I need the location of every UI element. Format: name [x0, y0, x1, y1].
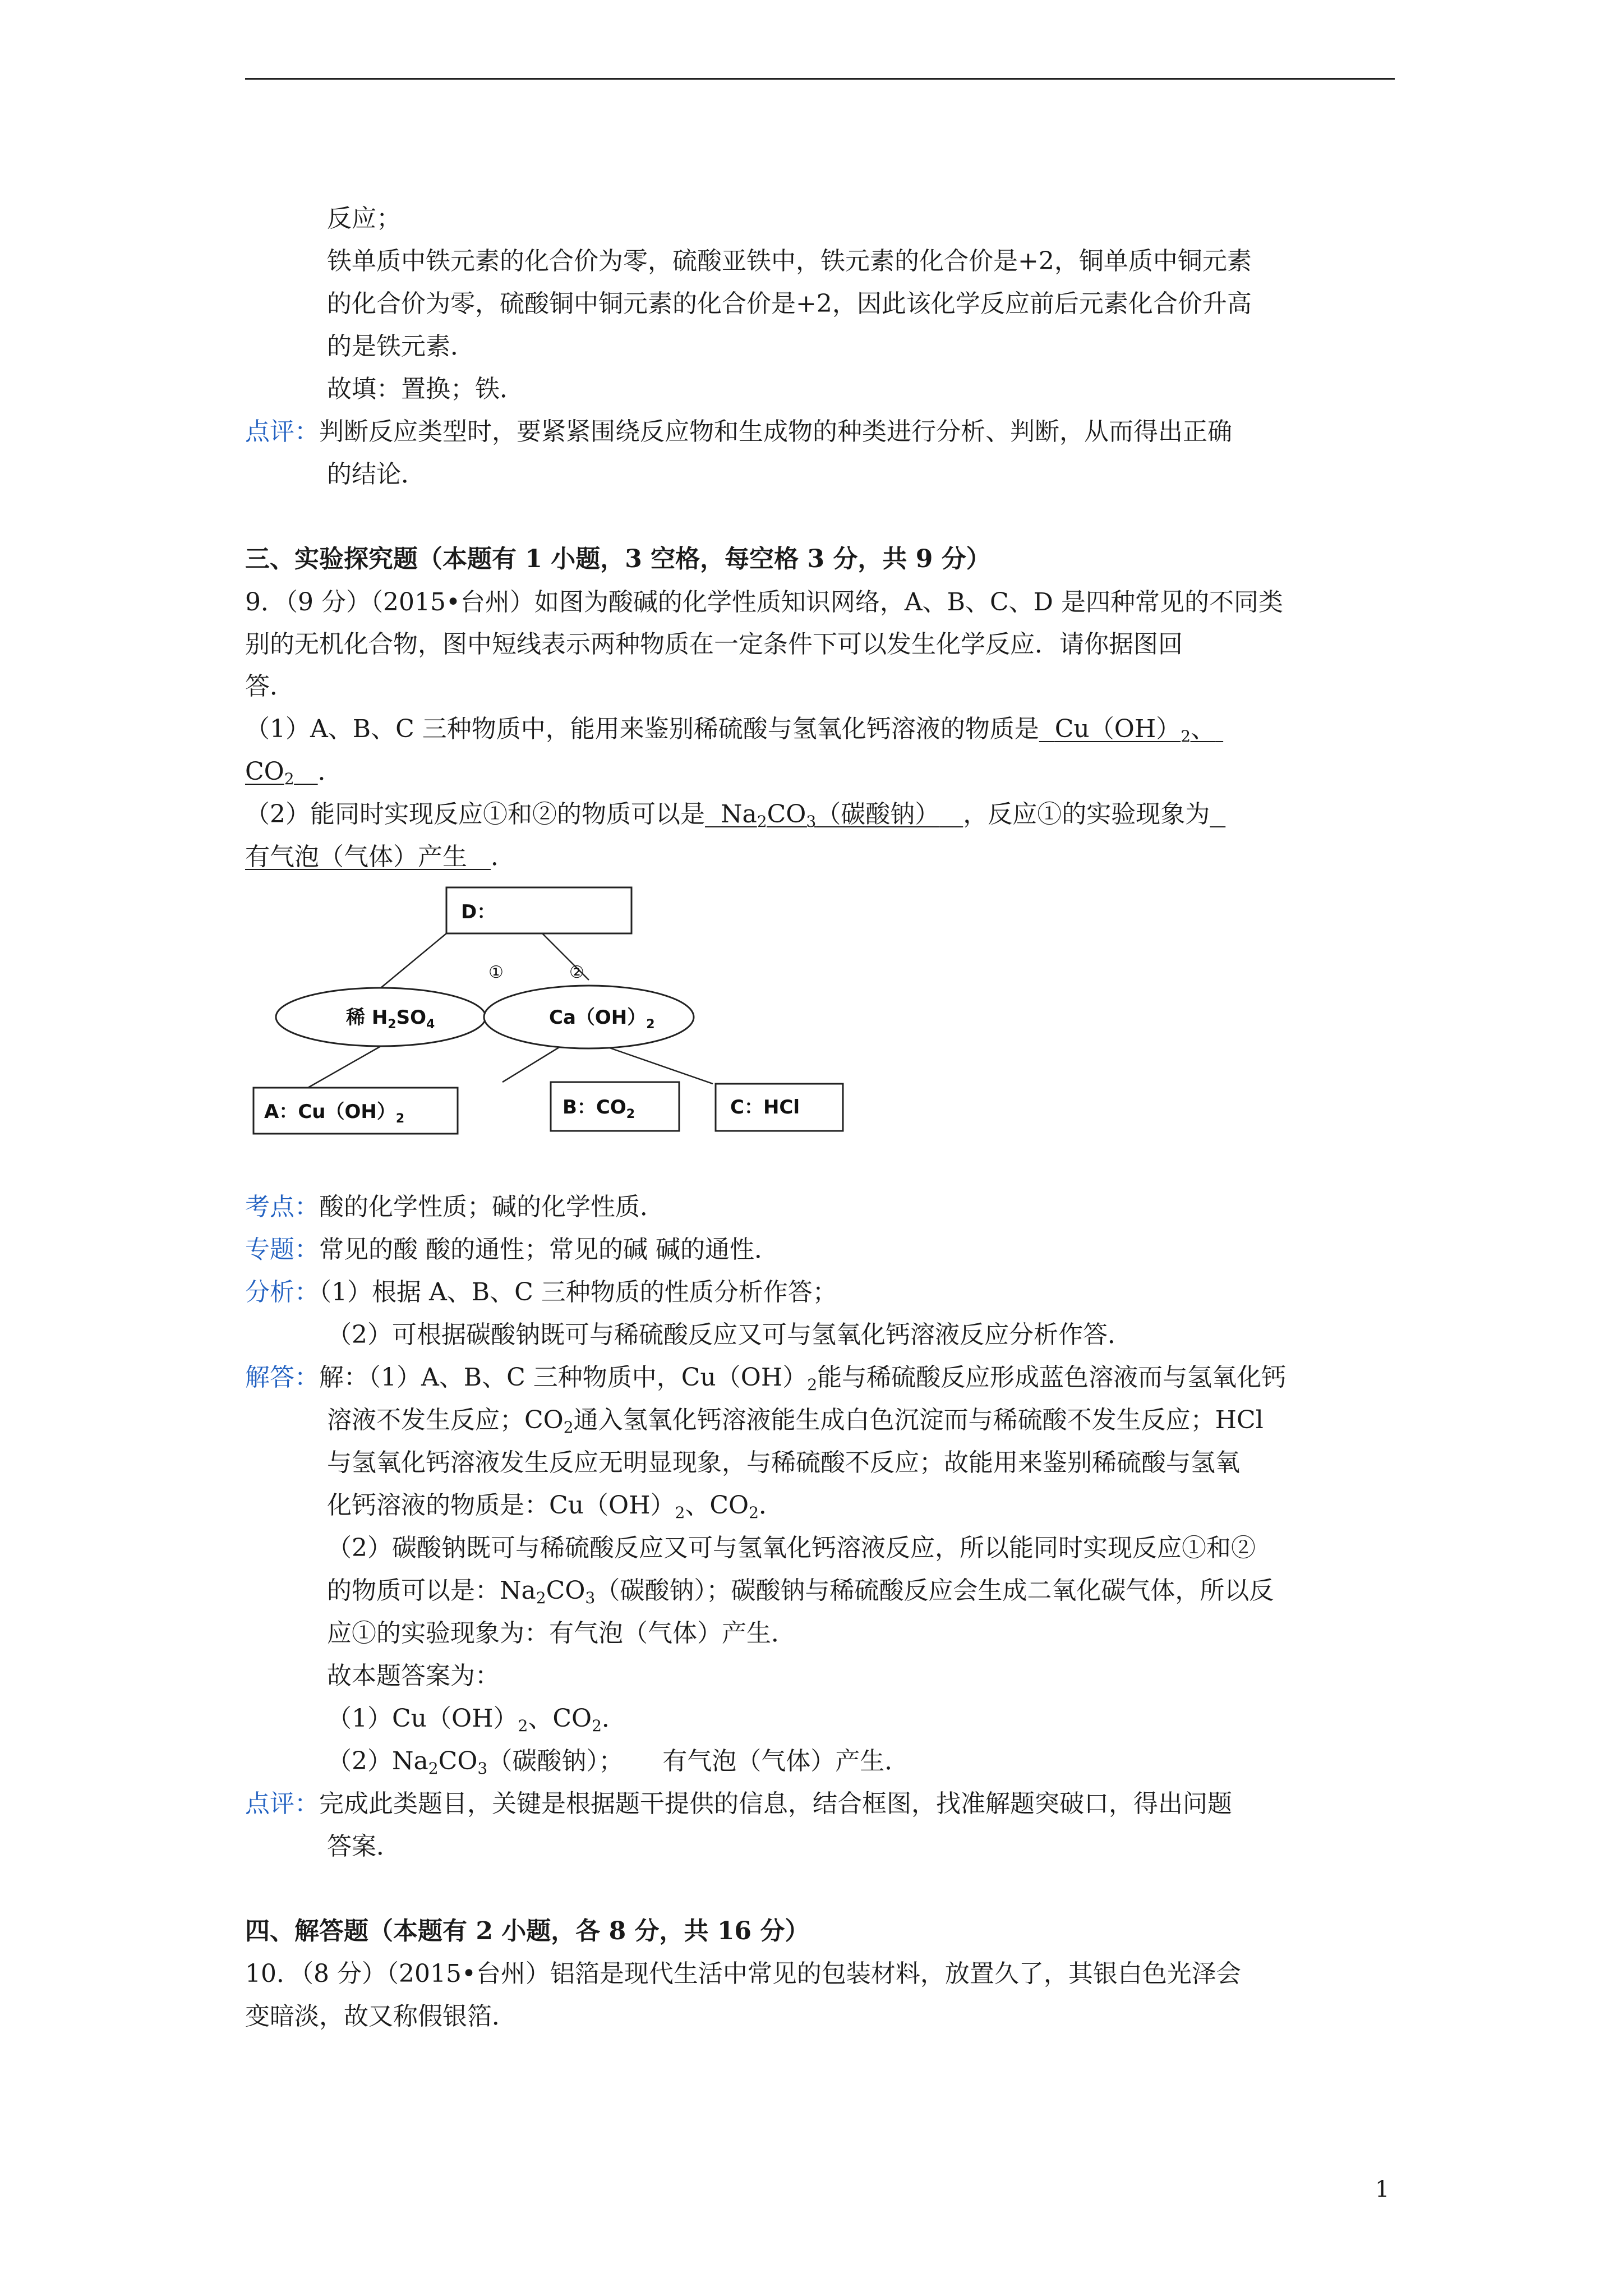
prev-line-3: 的化合价为零，硫酸铜中铜元素的化合价是+2，因此该化学反应前后元素化合价升高 [327, 289, 1252, 318]
link-acid-a [308, 1046, 381, 1088]
prev-line-4: 的是铁元素． [327, 332, 475, 361]
link-d-acid [381, 933, 446, 988]
jieda-line-9: $(1)Cu(OH)_2$、$CO_2$． [327, 1704, 627, 1735]
jieda-line-2: 溶液不发生反应；$CO_2$通入氢氧化钙溶液能生成白色沉淀而与稀硫酸不发生反应；HCl [327, 1406, 1264, 1437]
header-rule [245, 78, 1395, 80]
link-base-b [502, 1047, 559, 1082]
label-d: D： [461, 901, 496, 923]
prev-line-1: 反应； [327, 204, 401, 233]
q9-part-1: （1）A、B、C 三种物质中，能用来鉴别稀硫酸与氢氧化钙溶液的物质是 $Cu(OH)_2$、 [245, 717, 1223, 744]
label-c: C：HCl [730, 1096, 800, 1119]
answer-blank-3: 有气泡（气体）产生 [245, 843, 467, 871]
label-base: $Ca(OH)_2$ [549, 1006, 655, 1032]
label-acid: 稀 $H_2SO_4$ [346, 1006, 435, 1032]
page-number: 1 [1375, 2177, 1390, 2202]
label-a: A：$Cu(OH)_2$ [264, 1101, 405, 1126]
answer-blank-1: $Cu(OH)_2$、 [1054, 715, 1216, 746]
fenxi-line: 分析：（1）根据 A、B、C 三种物质的性质分析作答； [245, 1278, 837, 1306]
jieda-line-6: 的物质可以是：$Na_2CO_3$（碳酸钠）；碳酸钠与稀硫酸反应会生成二氧化碳气体，所以反 [327, 1576, 1274, 1607]
comment-label: 点评： [245, 417, 319, 446]
dianping-line: 点评：完成此类题目，关键是根据题干提供的信息，结合框图，找准解题突破口，得出问题 [245, 1789, 1232, 1818]
kaodian-line: 考点：酸的化学性质；碱的化学性质． [245, 1193, 665, 1221]
label-b: B：$CO_2$ [562, 1096, 635, 1121]
answer-blank-2: $Na_2CO_3$（碳酸钠） [720, 800, 940, 831]
q10-stem-1: 10．（8 分）（2015•台州）铝箔是现代生活中常见的包装材料，放置久了，其银白色光泽会 [245, 1959, 1241, 1988]
section-4-heading: 四、解答题（本题有 2 小题，各 8 分，共 16 分） [245, 1917, 810, 1945]
jieda-line-3: 与氢氧化钙溶液发生反应无明显现象，与稀硫酸不反应；故能用来鉴别稀硫酸与氢氧 [327, 1448, 1240, 1477]
q9-part-2-cont: 有气泡（气体）产生 ． [245, 843, 515, 871]
jieda-line-1: 解答：解：（1）A、B、C 三种物质中，$Cu(OH)_2$能与稀硫酸反应形成蓝色溶液而与氢氧化钙 [245, 1363, 1287, 1394]
q10-stem-2: 变暗淡，故又称假银箔． [245, 2002, 517, 2031]
prev-comment: 点评：判断反应类型时，要紧紧围绕反应物和生成物的种类进行分析、判断，从而得出正确 [245, 417, 1232, 446]
reaction-2-marker: ② [569, 963, 584, 982]
zhuanti-line: 专题：常见的酸 酸的通性；常见的碱 碱的通性． [245, 1235, 779, 1264]
prev-line-5: 故填：置换；铁． [327, 375, 524, 403]
jieda-line-5: （2）碳酸钠既可与稀硫酸反应又可与氢氧化钙溶液反应，所以能同时实现反应①和② [327, 1534, 1256, 1562]
reaction-1-marker: ① [488, 963, 504, 982]
q9-part-2: （2）能同时实现反应①和②的物质可以是 $Na_2CO_3$（碳酸钠） ，反应①的实验现象为 [245, 800, 1210, 831]
q9-stem-2: 别的无机化合物，图中短线表示两种物质在一定条件下可以发生化学反应．请你据图回 [245, 630, 1183, 659]
jieda-line-10: $(2)Na_2CO_3$（碳酸钠）； 有气泡（气体）产生． [327, 1747, 910, 1778]
prev-line-2: 铁单质中铁元素的化合价为零，硫酸亚铁中，铁元素的化合价是+2，铜单质中铜元素 [327, 247, 1252, 275]
fenxi-line-2: （2）可根据碳酸钠既可与稀硫酸反应又可与氢氧化钙溶液反应分析作答． [327, 1320, 1132, 1349]
jieda-line-7: 应①的实验现象为：有气泡（气体）产生． [327, 1619, 796, 1648]
prev-comment-cont: 的结论． [327, 460, 426, 489]
dianping-line-2: 答案． [327, 1832, 401, 1861]
section-3-heading: 三、实验探究题（本题有 1 小题，3 空格，每空格 3 分，共 9 分） [245, 545, 991, 573]
jieda-line-8: 故本题答案为： [327, 1662, 500, 1690]
q9-stem-3: 答． [245, 672, 294, 701]
link-base-c [610, 1048, 713, 1084]
jieda-line-4: 化钙溶液的物质是：$Cu(OH)_2$、$CO_2$． [327, 1491, 784, 1522]
q9-part-1-cont: $CO_2$ ． [245, 757, 343, 788]
q9-stem-1: 9．（9 分）（2015•台州）如图为酸碱的化学性质知识网络，A、B、C、D 是四种常见的不同类 [245, 588, 1283, 616]
acid-base-network-diagram [245, 886, 862, 1144]
